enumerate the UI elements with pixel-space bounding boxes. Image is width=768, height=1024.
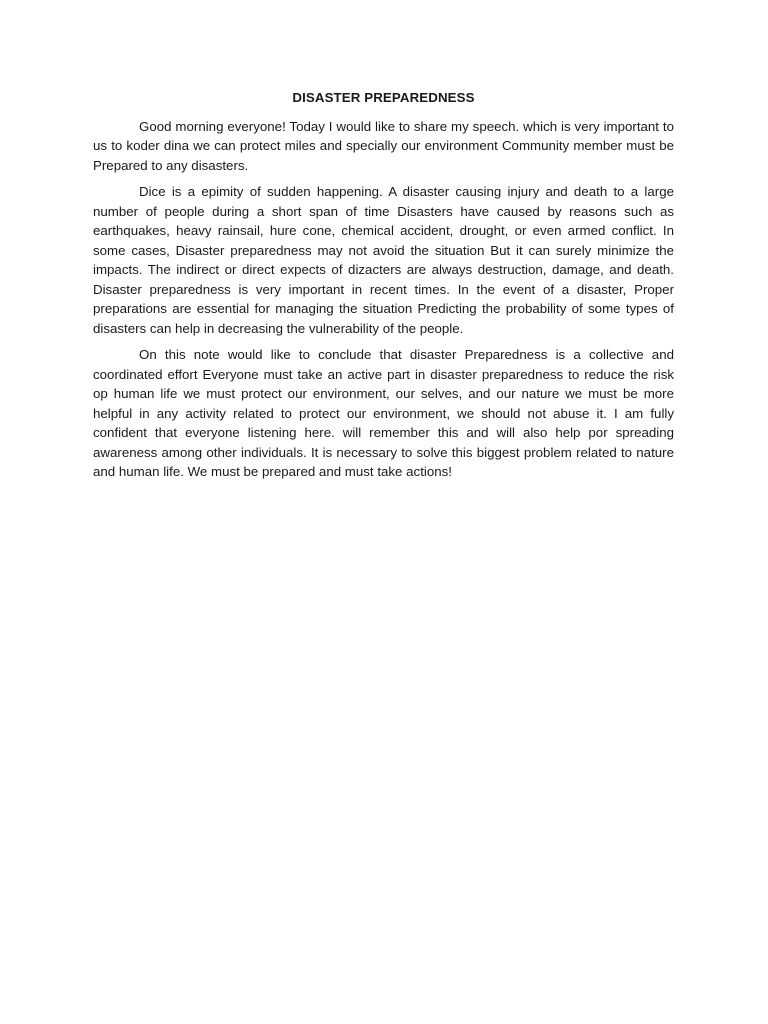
document-body — [93, 88, 674, 489]
paragraph-1: Good morning everyone! Today I would like to share my speech. which is very important to us to koder dina we can protect miles and specially our environment Community member must be Prepared to any disasters. — [93, 118, 674, 173]
paragraph-3: On this note would like to conclude that disaster Preparedness is a collective and coordinated effort Everyone must take an active part in disaster preparedness to reduce the risk op human life we must protect our environment, our selves, and our nature we must be more helpful in any activity related to protect our environment, we should not abuse it. I am fully confident that everyone listening here. will remember this and will also help por spreading awareness among other individuals. It is necessary to solve this biggest problem related to nature and human life. We must be prepared and must take actions! — [93, 347, 674, 479]
paragraph-2: Dice is a epimity of sudden happening. A disaster causing injury and death to a large number of people during a short span of time Disasters have caused by reasons such as earthquakes, heavy rainsail, hure cone, chemical accident, drought, or even armed conflict. In some cases, Disaster preparedness may not avoid the situation But it can surely minimize the impacts. The indirect or direct expects of dizacters are always destruction, damage, and death. Disaster preparedness is very important in recent times. In the event of a disaster, Proper preparations are essential for managing the situation Predicting the probability of some types of disasters can help in decreasing the vulnerability of the people. — [93, 184, 674, 336]
document-title: DISASTER PREPAREDNESS — [292, 90, 475, 105]
